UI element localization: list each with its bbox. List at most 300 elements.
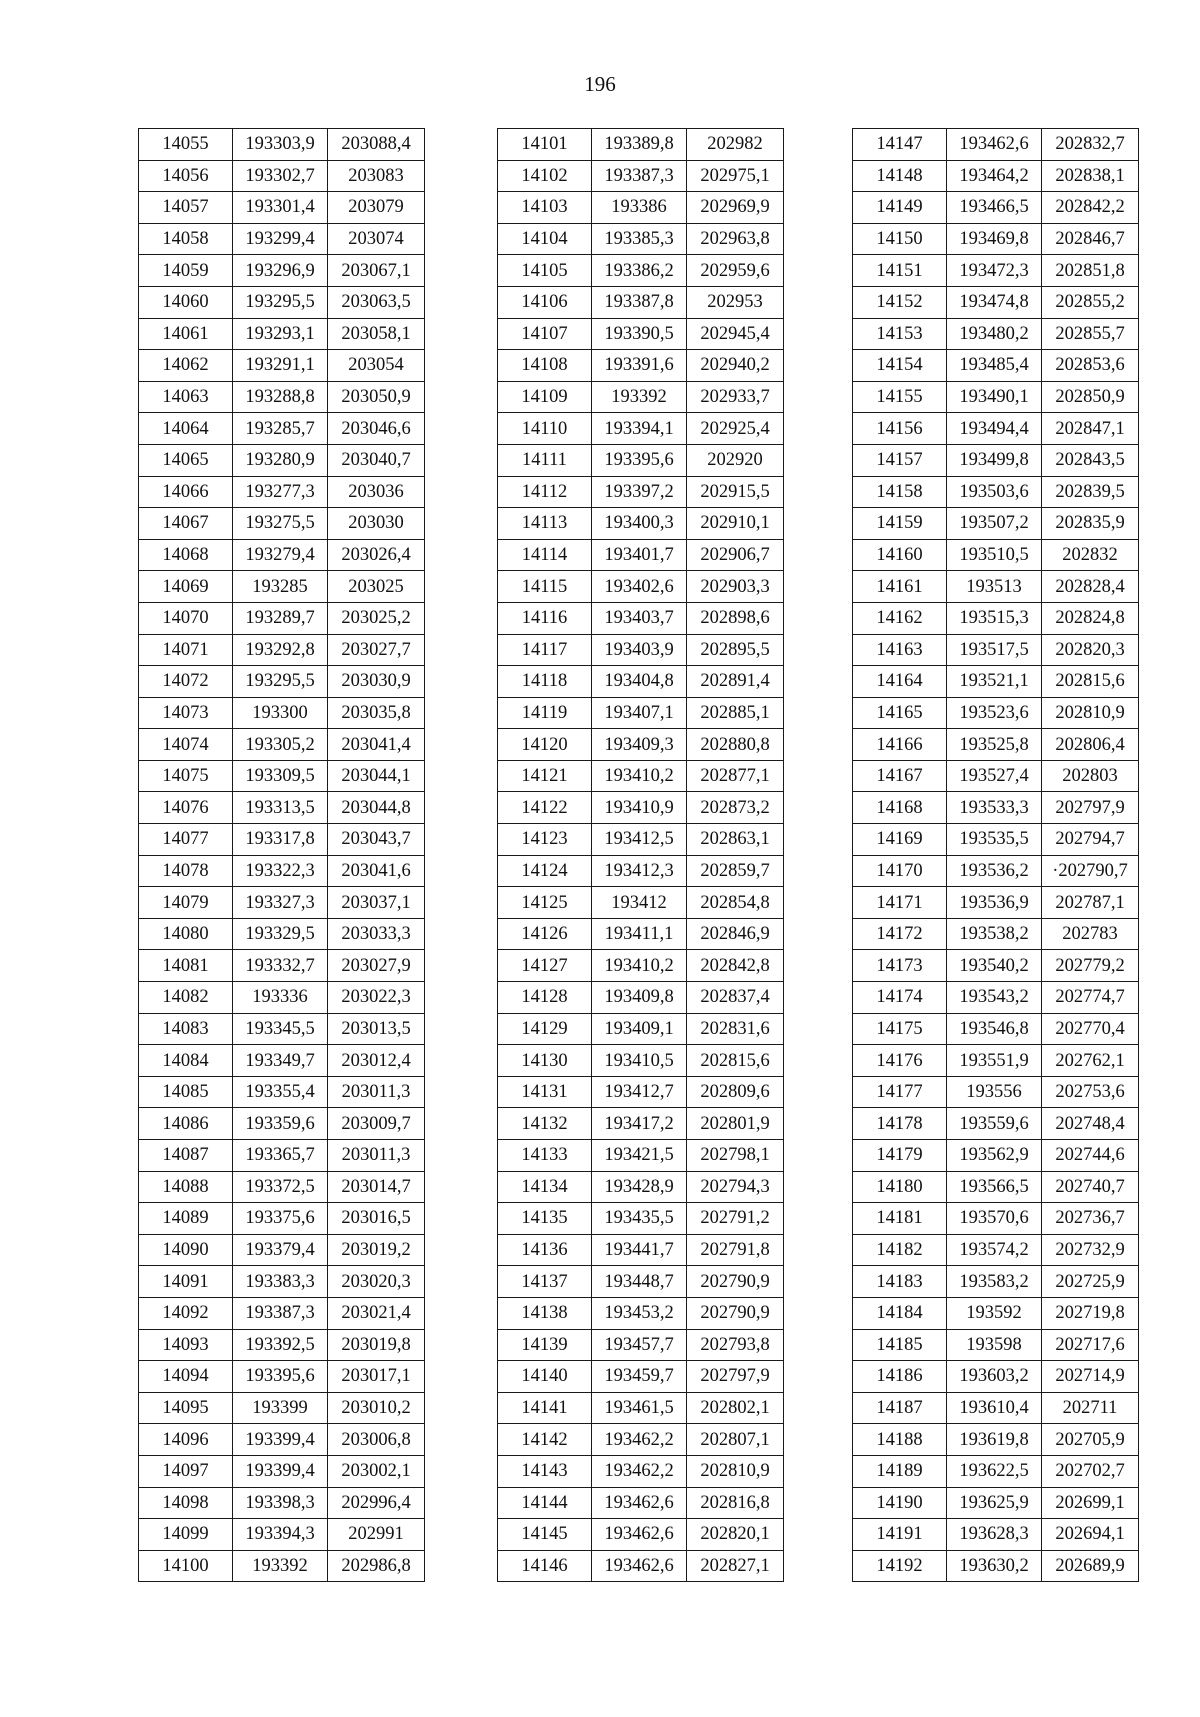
point-number-cell: 14172 [853,918,947,950]
x-coordinate-cell: 193630,2 [947,1550,1042,1582]
y-coordinate-cell: 203037,1 [328,887,425,919]
x-coordinate-cell: 193527,4 [947,760,1042,792]
x-coordinate-cell: 193295,5 [233,286,328,318]
point-number-cell: 14145 [498,1519,592,1551]
table-row [853,255,1139,287]
point-number-cell: 14147 [853,129,947,161]
point-number-cell: 14110 [498,413,592,445]
table-row [853,1108,1139,1140]
table-row [853,444,1139,476]
y-coordinate-cell: 203041,6 [328,855,425,887]
table-row [139,1392,425,1424]
x-coordinate-cell: 193285,7 [233,413,328,445]
x-coordinate-cell: 193417,2 [592,1108,687,1140]
y-coordinate-cell: 202797,9 [687,1361,784,1393]
x-coordinate-cell: 193421,5 [592,1140,687,1172]
table-row [498,1487,784,1519]
x-coordinate-cell: 193574,2 [947,1234,1042,1266]
point-number-cell: 14149 [853,192,947,224]
point-number-cell: 14059 [139,255,233,287]
point-number-cell: 14185 [853,1329,947,1361]
x-coordinate-cell: 193469,8 [947,223,1042,255]
x-coordinate-cell: 193625,9 [947,1487,1042,1519]
table-row [139,634,425,666]
y-coordinate-cell: 203063,5 [328,286,425,318]
y-coordinate-cell: 202694,1 [1042,1519,1139,1551]
x-coordinate-cell: 193448,7 [592,1266,687,1298]
point-number-cell: 14081 [139,950,233,982]
point-number-cell: 14168 [853,792,947,824]
point-number-cell: 14058 [139,223,233,255]
x-coordinate-cell: 193462,6 [592,1487,687,1519]
point-number-cell: 14177 [853,1076,947,1108]
x-coordinate-cell: 193566,5 [947,1171,1042,1203]
point-number-cell: 14086 [139,1108,233,1140]
point-number-cell: 14190 [853,1487,947,1519]
point-number-cell: 14143 [498,1455,592,1487]
point-number-cell: 14087 [139,1140,233,1172]
x-coordinate-cell: 193412 [592,887,687,919]
y-coordinate-cell: 202853,6 [1042,350,1139,382]
x-coordinate-cell: 193412,5 [592,824,687,856]
x-coordinate-cell: 193399,4 [233,1424,328,1456]
x-coordinate-cell: 193397,2 [592,476,687,508]
point-number-cell: 14131 [498,1076,592,1108]
point-number-cell: 14164 [853,666,947,698]
x-coordinate-cell: 193503,6 [947,476,1042,508]
table-row [853,697,1139,729]
y-coordinate-cell: 203026,4 [328,539,425,571]
x-coordinate-cell: 193398,3 [233,1487,328,1519]
y-coordinate-cell: 202815,6 [1042,666,1139,698]
table-row [498,286,784,318]
point-number-cell: 14135 [498,1203,592,1235]
x-coordinate-cell: 193285 [233,571,328,603]
x-coordinate-cell: 193399,4 [233,1455,328,1487]
y-coordinate-cell: 202846,7 [1042,223,1139,255]
y-coordinate-cell: 202859,7 [687,855,784,887]
table-row [853,1266,1139,1298]
point-number-cell: 14181 [853,1203,947,1235]
table-row [139,855,425,887]
x-coordinate-cell: 193517,5 [947,634,1042,666]
y-coordinate-cell: 202895,5 [687,634,784,666]
point-number-cell: 14156 [853,413,947,445]
table-row [139,444,425,476]
y-coordinate-cell: 203027,7 [328,634,425,666]
y-coordinate-cell: 203030 [328,508,425,540]
table-row [498,1076,784,1108]
table-row [139,697,425,729]
y-coordinate-cell: 202915,5 [687,476,784,508]
x-coordinate-cell: 193322,3 [233,855,328,887]
table-row [139,1013,425,1045]
point-number-cell: 14071 [139,634,233,666]
point-number-cell: 14159 [853,508,947,540]
coordinates-table-right [852,128,1139,1582]
y-coordinate-cell: 202851,8 [1042,255,1139,287]
x-coordinate-cell: 193619,8 [947,1424,1042,1456]
point-number-cell: 14096 [139,1424,233,1456]
x-coordinate-cell: 193293,1 [233,318,328,350]
point-number-cell: 14063 [139,381,233,413]
point-number-cell: 14142 [498,1424,592,1456]
table-row [498,982,784,1014]
x-coordinate-cell: 193309,5 [233,760,328,792]
x-coordinate-cell: 193291,1 [233,350,328,382]
y-coordinate-cell: 203009,7 [328,1108,425,1140]
x-coordinate-cell: 193551,9 [947,1045,1042,1077]
x-coordinate-cell: 193379,4 [233,1234,328,1266]
table-row [498,1297,784,1329]
table-row [853,192,1139,224]
point-number-cell: 14139 [498,1329,592,1361]
y-coordinate-cell: 202803 [1042,760,1139,792]
table-row [853,129,1139,161]
table-row [139,982,425,1014]
point-number-cell: 14070 [139,602,233,634]
y-coordinate-cell: 202820,3 [1042,634,1139,666]
table-row [139,666,425,698]
table-row [139,1108,425,1140]
x-coordinate-cell: 193301,4 [233,192,328,224]
point-number-cell: 14077 [139,824,233,856]
table-row [853,982,1139,1014]
table-row [139,160,425,192]
x-coordinate-cell: 193336 [233,982,328,1014]
x-coordinate-cell: 193410,2 [592,760,687,792]
y-coordinate-cell: 203067,1 [328,255,425,287]
y-coordinate-cell: 202719,8 [1042,1297,1139,1329]
table-row [853,1487,1139,1519]
x-coordinate-cell: 193485,4 [947,350,1042,382]
table-row [853,666,1139,698]
x-coordinate-cell: 193409,8 [592,982,687,1014]
point-number-cell: 14094 [139,1361,233,1393]
y-coordinate-cell: 202846,9 [687,918,784,950]
x-coordinate-cell: 193387,3 [592,160,687,192]
y-coordinate-cell: 203036 [328,476,425,508]
y-coordinate-cell: 203046,6 [328,413,425,445]
point-number-cell: 14089 [139,1203,233,1235]
y-coordinate-cell: 202837,4 [687,982,784,1014]
x-coordinate-cell: 193457,7 [592,1329,687,1361]
table-row [498,413,784,445]
x-coordinate-cell: 193480,2 [947,318,1042,350]
table-row [498,855,784,887]
x-coordinate-cell: 193392 [233,1550,328,1582]
x-coordinate-cell: 193277,3 [233,476,328,508]
point-number-cell: 14123 [498,824,592,856]
y-coordinate-cell: 203021,4 [328,1297,425,1329]
table-row [139,1266,425,1298]
point-number-cell: 14118 [498,666,592,698]
y-coordinate-cell: 202842,2 [1042,192,1139,224]
table-row [853,855,1139,887]
table-row [853,1519,1139,1551]
y-coordinate-cell: 202790,9 [687,1297,784,1329]
point-number-cell: 14098 [139,1487,233,1519]
table-row [139,918,425,950]
table-row [853,1297,1139,1329]
table-row [498,634,784,666]
x-coordinate-cell: 193441,7 [592,1234,687,1266]
y-coordinate-cell: 202802,1 [687,1392,784,1424]
x-coordinate-cell: 193570,6 [947,1203,1042,1235]
y-coordinate-cell: 202831,6 [687,1013,784,1045]
point-number-cell: 14128 [498,982,592,1014]
point-number-cell: 14073 [139,697,233,729]
point-number-cell: 14056 [139,160,233,192]
x-coordinate-cell: 193400,3 [592,508,687,540]
y-coordinate-cell: 203019,8 [328,1329,425,1361]
y-coordinate-cell: 203033,3 [328,918,425,950]
point-number-cell: 14111 [498,444,592,476]
x-coordinate-cell: 193391,6 [592,350,687,382]
y-coordinate-cell: 202748,4 [1042,1108,1139,1140]
point-number-cell: 14162 [853,602,947,634]
y-coordinate-cell: 202863,1 [687,824,784,856]
y-coordinate-cell: 202705,9 [1042,1424,1139,1456]
x-coordinate-cell: 193556 [947,1076,1042,1108]
y-coordinate-cell: 202843,5 [1042,444,1139,476]
x-coordinate-cell: 193453,2 [592,1297,687,1329]
table-row [853,318,1139,350]
point-number-cell: 14152 [853,286,947,318]
table-row [853,160,1139,192]
y-coordinate-cell: 202925,4 [687,413,784,445]
y-coordinate-cell: 202801,9 [687,1108,784,1140]
y-coordinate-cell: 203025,2 [328,602,425,634]
point-number-cell: 14146 [498,1550,592,1582]
y-coordinate-cell: 202770,4 [1042,1013,1139,1045]
point-number-cell: 14119 [498,697,592,729]
x-coordinate-cell: 193327,3 [233,887,328,919]
point-number-cell: 14106 [498,286,592,318]
table-row [853,1550,1139,1582]
table-row [853,1076,1139,1108]
x-coordinate-cell: 193462,2 [592,1455,687,1487]
y-coordinate-cell: 202740,7 [1042,1171,1139,1203]
table-row [498,318,784,350]
point-number-cell: 14117 [498,634,592,666]
x-coordinate-cell: 193464,2 [947,160,1042,192]
table-row [139,1361,425,1393]
y-coordinate-cell: 202996,4 [328,1487,425,1519]
table-row [139,950,425,982]
table-row [498,1519,784,1551]
x-coordinate-cell: 193622,5 [947,1455,1042,1487]
x-coordinate-cell: 193543,2 [947,982,1042,1014]
y-coordinate-cell: 202850,9 [1042,381,1139,413]
y-coordinate-cell: 202824,8 [1042,602,1139,634]
table-row [498,508,784,540]
table-row [139,1140,425,1172]
x-coordinate-cell: 193395,6 [233,1361,328,1393]
table-row [853,413,1139,445]
y-coordinate-cell: 202991 [328,1519,425,1551]
point-number-cell: 14170 [853,855,947,887]
point-number-cell: 14109 [498,381,592,413]
point-number-cell: 14057 [139,192,233,224]
page-number: 196 [584,72,616,96]
x-coordinate-cell: 193521,1 [947,666,1042,698]
x-coordinate-cell: 193409,1 [592,1013,687,1045]
x-coordinate-cell: 193610,4 [947,1392,1042,1424]
table-row [498,255,784,287]
y-coordinate-cell: 202838,1 [1042,160,1139,192]
y-coordinate-cell: 203035,8 [328,697,425,729]
x-coordinate-cell: 193410,5 [592,1045,687,1077]
y-coordinate-cell: 202854,8 [687,887,784,919]
x-coordinate-cell: 193513 [947,571,1042,603]
x-coordinate-cell: 193365,7 [233,1140,328,1172]
y-coordinate-cell: 202933,7 [687,381,784,413]
table-row [498,760,784,792]
point-number-cell: 14115 [498,571,592,603]
y-coordinate-cell: 202835,9 [1042,508,1139,540]
table-row [853,760,1139,792]
table-row [853,918,1139,950]
y-coordinate-cell: 203088,4 [328,129,425,161]
point-number-cell: 14076 [139,792,233,824]
y-coordinate-cell: ·202790,7 [1042,855,1139,887]
x-coordinate-cell: 193299,4 [233,223,328,255]
y-coordinate-cell: 202809,6 [687,1076,784,1108]
x-coordinate-cell: 193279,4 [233,539,328,571]
table-row [139,1045,425,1077]
point-number-cell: 14175 [853,1013,947,1045]
x-coordinate-cell: 193494,4 [947,413,1042,445]
point-number-cell: 14103 [498,192,592,224]
point-number-cell: 14153 [853,318,947,350]
point-number-cell: 14102 [498,160,592,192]
x-coordinate-cell: 193409,3 [592,729,687,761]
y-coordinate-cell: 202744,6 [1042,1140,1139,1172]
x-coordinate-cell: 193288,8 [233,381,328,413]
table-row [853,571,1139,603]
point-number-cell: 14061 [139,318,233,350]
point-number-cell: 14062 [139,350,233,382]
y-coordinate-cell: 202963,8 [687,223,784,255]
x-coordinate-cell: 193385,3 [592,223,687,255]
table-row [139,1329,425,1361]
y-coordinate-cell: 202794,7 [1042,824,1139,856]
point-number-cell: 14091 [139,1266,233,1298]
table-row [498,824,784,856]
x-coordinate-cell: 193275,5 [233,508,328,540]
table-row [853,1234,1139,1266]
y-coordinate-cell: 202793,8 [687,1329,784,1361]
y-coordinate-cell: 202969,9 [687,192,784,224]
point-number-cell: 14074 [139,729,233,761]
y-coordinate-cell: 202855,7 [1042,318,1139,350]
x-coordinate-cell: 193332,7 [233,950,328,982]
table-row [853,887,1139,919]
table-row [139,1234,425,1266]
y-coordinate-cell: 203016,5 [328,1203,425,1235]
table-row [139,286,425,318]
x-coordinate-cell: 193387,3 [233,1297,328,1329]
point-number-cell: 14080 [139,918,233,950]
point-number-cell: 14140 [498,1361,592,1393]
y-coordinate-cell: 202986,8 [328,1550,425,1582]
y-coordinate-cell: 203044,1 [328,760,425,792]
x-coordinate-cell: 193535,5 [947,824,1042,856]
table-row [853,1171,1139,1203]
table-row [853,1203,1139,1235]
point-number-cell: 14120 [498,729,592,761]
x-coordinate-cell: 193403,9 [592,634,687,666]
x-coordinate-cell: 193428,9 [592,1171,687,1203]
table-row [139,1519,425,1551]
table-row [498,476,784,508]
x-coordinate-cell: 193389,8 [592,129,687,161]
table-row [853,1392,1139,1424]
point-number-cell: 14100 [139,1550,233,1582]
table-row [498,666,784,698]
x-coordinate-cell: 193562,9 [947,1140,1042,1172]
table-row [498,1550,784,1582]
x-coordinate-cell: 193540,2 [947,950,1042,982]
table-row [853,1424,1139,1456]
point-number-cell: 14167 [853,760,947,792]
x-coordinate-cell: 193392,5 [233,1329,328,1361]
point-number-cell: 14069 [139,571,233,603]
y-coordinate-cell: 202732,9 [1042,1234,1139,1266]
y-coordinate-cell: 202832,7 [1042,129,1139,161]
point-number-cell: 14166 [853,729,947,761]
x-coordinate-cell: 193292,8 [233,634,328,666]
point-number-cell: 14144 [498,1487,592,1519]
point-number-cell: 14150 [853,223,947,255]
x-coordinate-cell: 193583,2 [947,1266,1042,1298]
y-coordinate-cell: 203044,8 [328,792,425,824]
point-number-cell: 14116 [498,602,592,634]
y-coordinate-cell: 202794,3 [687,1171,784,1203]
table-row [498,1045,784,1077]
x-coordinate-cell: 193559,6 [947,1108,1042,1140]
table-row [853,729,1139,761]
x-coordinate-cell: 193466,5 [947,192,1042,224]
table-row [498,1455,784,1487]
y-coordinate-cell: 203083 [328,160,425,192]
table-row [498,1424,784,1456]
point-number-cell: 14192 [853,1550,947,1582]
x-coordinate-cell: 193603,2 [947,1361,1042,1393]
x-coordinate-cell: 193280,9 [233,444,328,476]
y-coordinate-cell: 203025 [328,571,425,603]
x-coordinate-cell: 193523,6 [947,697,1042,729]
x-coordinate-cell: 193390,5 [592,318,687,350]
x-coordinate-cell: 193394,3 [233,1519,328,1551]
y-coordinate-cell: 202873,2 [687,792,784,824]
point-number-cell: 14141 [498,1392,592,1424]
x-coordinate-cell: 193459,7 [592,1361,687,1393]
point-number-cell: 14151 [853,255,947,287]
x-coordinate-cell: 193359,6 [233,1108,328,1140]
table-row [139,1297,425,1329]
x-coordinate-cell: 193387,8 [592,286,687,318]
point-number-cell: 14182 [853,1234,947,1266]
table-row [139,1076,425,1108]
table-row [498,192,784,224]
y-coordinate-cell: 202910,1 [687,508,784,540]
point-number-cell: 14079 [139,887,233,919]
point-number-cell: 14137 [498,1266,592,1298]
table-row [498,602,784,634]
table-row [139,1487,425,1519]
